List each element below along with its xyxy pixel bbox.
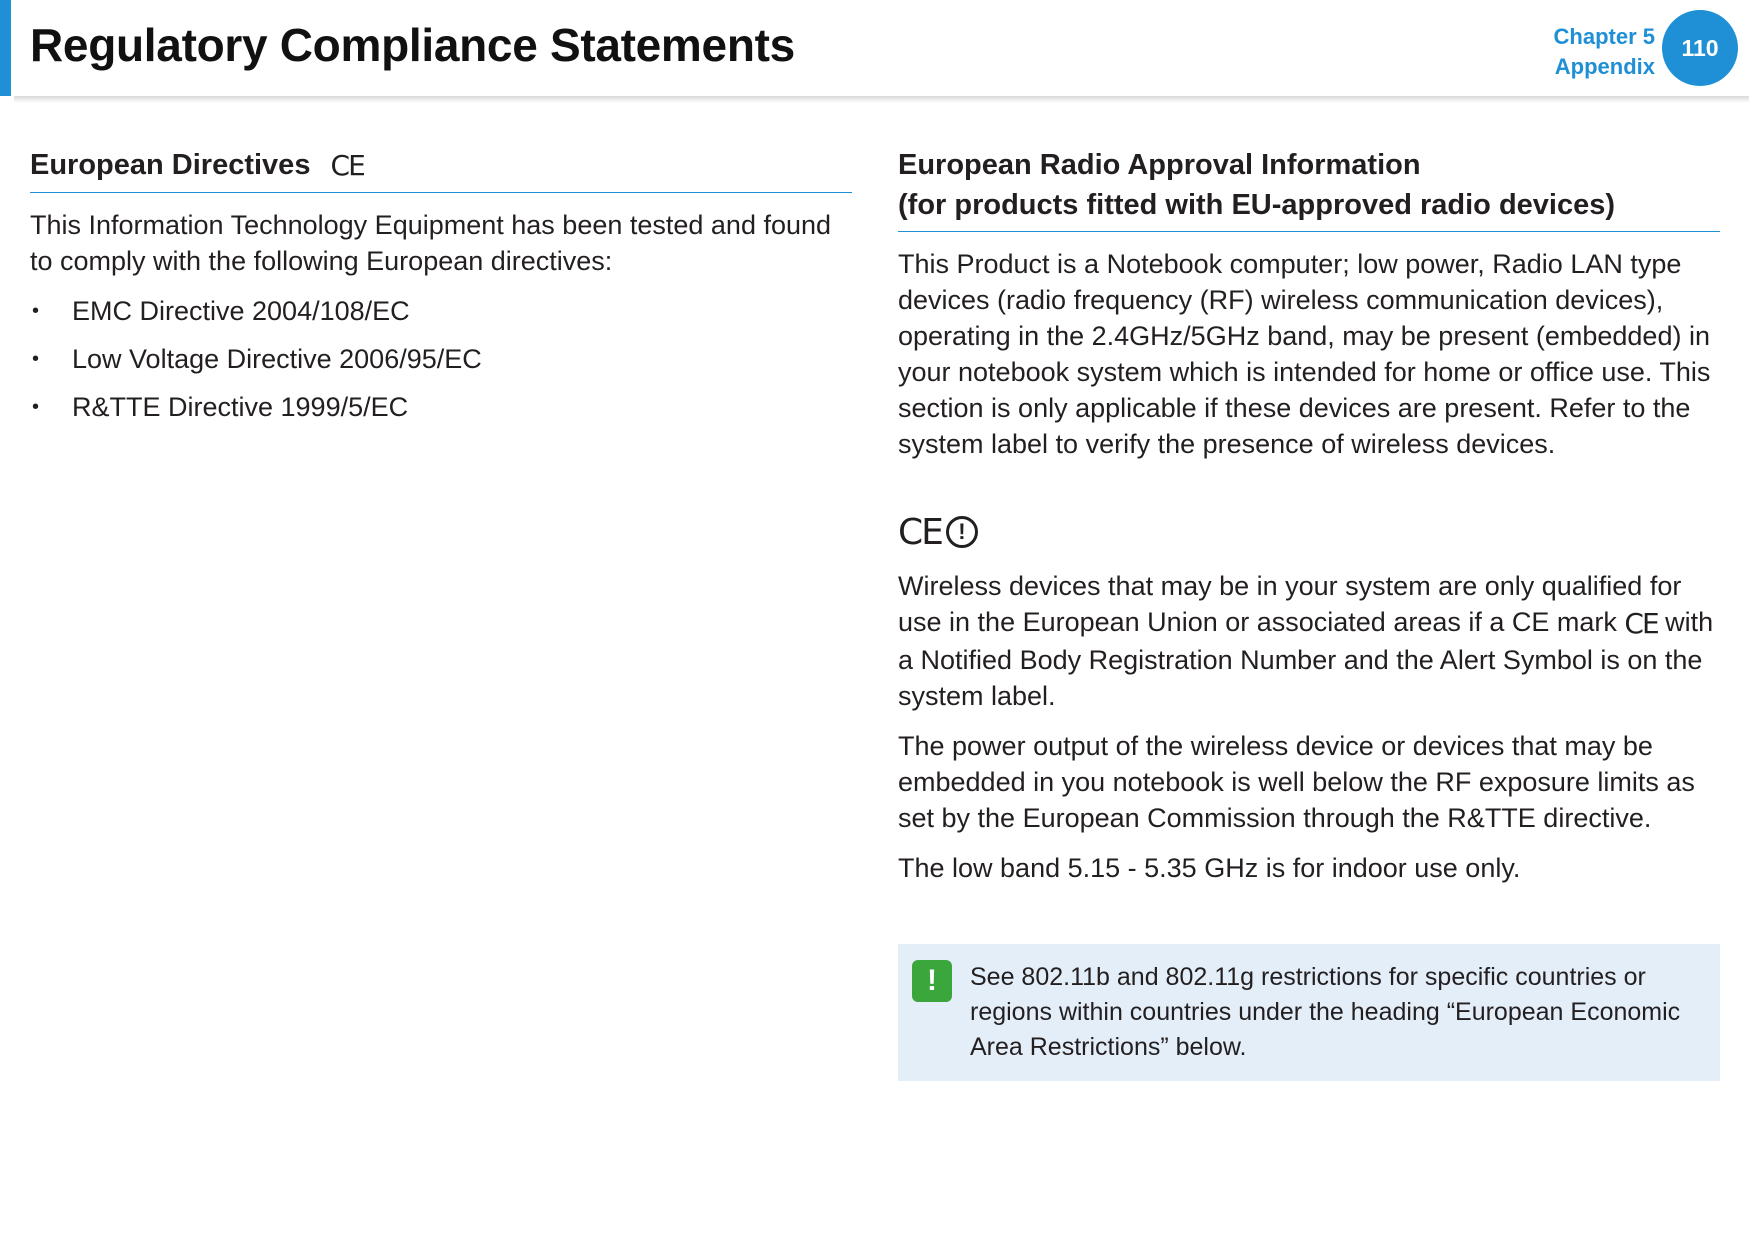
qualification-paragraph: Wireless devices that may be in your system are only qualified for use in the European Union or associated areas if a CE mark CE with a Notified Body Registration Number and the Alert Symbol is on the system label. — [898, 571, 1714, 711]
list-item: • EMC Directive 2004/108/EC — [30, 293, 852, 329]
ce-mark-icon: CE — [898, 511, 942, 553]
low-band-paragraph: The low band 5.15 - 5.35 GHz is for indoor use only. — [898, 852, 1521, 883]
radio-devices-paragraph: This Product is a Notebook computer; low power, Radio LAN type devices (radio frequency (RF) wireless communication devices), operating in the 2.4GHz/5GHz band, may be present (embedded) in your notebook system which is intended for home or office use. This section is only applicable if these devices are present. Refer to the system label to verify the presence of wireless devices. — [898, 249, 1711, 459]
heading-line-1: European Radio Approval Information — [898, 149, 1421, 181]
bullet-icon: • — [32, 300, 40, 323]
list-item: • R&TTE Directive 1999/5/EC — [30, 389, 852, 425]
heading-text: European Directives — [30, 149, 311, 181]
page-title: Regulatory Compliance Statements — [30, 19, 795, 71]
chapter-indicator — [1554, 22, 1655, 82]
caution-note-text: See 802.11b and 802.11g restrictions for specific countries or regions within countries under the heading “European Economic Area Restrictions” below. — [970, 962, 1681, 1061]
european-directives-heading — [30, 145, 852, 193]
header-accent-bar — [0, 0, 11, 96]
left-column — [30, 145, 852, 437]
ce-alert-symbols — [898, 510, 1720, 554]
directives-list — [30, 293, 852, 425]
heading-line-2: (for products fitted with EU-approved radio devices) — [898, 189, 1616, 221]
section-label: Appendix — [1554, 54, 1655, 79]
ce-mark-icon: CE — [330, 149, 364, 183]
directives-intro: This Information Technology Equipment has been tested and found to comply with the following European directives: — [30, 210, 832, 277]
radio-approval-heading — [898, 145, 1720, 232]
chapter-label: Chapter 5 — [1553, 24, 1655, 49]
list-item: • Low Voltage Directive 2006/95/EC — [30, 341, 852, 377]
caution-note — [898, 944, 1720, 1081]
bullet-icon: • — [32, 396, 40, 419]
right-column — [898, 145, 1720, 1081]
page-number-badge: 110 — [1662, 10, 1738, 86]
ce-mark-icon: CE — [1624, 606, 1658, 640]
alert-symbol-icon: ! — [946, 516, 978, 548]
power-output-paragraph: The power output of the wireless device or devices that may be embedded in you notebook is well below the RF exposure limits as set by the European Commission through the R&TTE directive. — [898, 730, 1695, 833]
bullet-icon: • — [32, 348, 40, 371]
caution-icon: ! — [912, 960, 952, 1002]
header-divider — [14, 96, 1749, 103]
